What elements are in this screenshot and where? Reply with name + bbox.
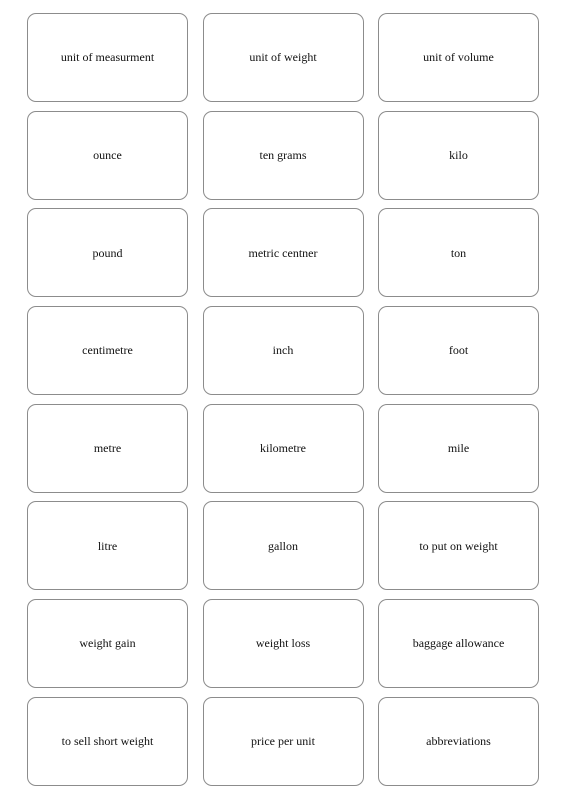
card [378, 404, 539, 493]
card [27, 697, 188, 786]
card [27, 501, 188, 590]
card-label: ounce [93, 147, 122, 162]
card [203, 404, 364, 493]
card [27, 111, 188, 200]
card [378, 501, 539, 590]
card [203, 208, 364, 297]
card [203, 13, 364, 102]
card-label: unit of measurment [60, 50, 155, 65]
card [27, 13, 188, 102]
card [378, 13, 539, 102]
card-label: baggage allowance [412, 636, 505, 651]
card [203, 599, 364, 688]
card [378, 599, 539, 688]
card [203, 306, 364, 395]
card-label: ton [450, 245, 467, 260]
card [27, 306, 188, 395]
card-label: metric centner [248, 245, 318, 260]
card-label: inch [272, 343, 294, 358]
card-label: unit of volume [423, 50, 494, 65]
card [203, 501, 364, 590]
card-label: centimetre [82, 343, 133, 358]
card [203, 111, 364, 200]
card [203, 697, 364, 786]
card-label: mile [447, 441, 470, 456]
card [378, 208, 539, 297]
card-label: litre [97, 538, 118, 553]
card-label: weight loss [255, 636, 311, 651]
card-label: ten grams [259, 147, 307, 162]
card [378, 306, 539, 395]
card-label: kilo [449, 147, 468, 162]
card [27, 599, 188, 688]
card [27, 208, 188, 297]
card [27, 404, 188, 493]
card-label: metre [93, 441, 122, 456]
card-label: weight gain [79, 636, 136, 651]
card-label: pound [92, 245, 123, 260]
card-label: to sell short weight [61, 734, 154, 749]
card [378, 697, 539, 786]
card-label: to put on weight [419, 538, 498, 553]
card-label: kilometre [260, 441, 306, 456]
card-label: foot [448, 343, 469, 358]
card-label: price per unit [251, 734, 315, 749]
card-label: abbreviations [426, 734, 491, 749]
card [378, 111, 539, 200]
flashcard-sheet [27, 13, 539, 787]
card-label: unit of weight [249, 50, 317, 65]
card-label: gallon [268, 538, 298, 553]
